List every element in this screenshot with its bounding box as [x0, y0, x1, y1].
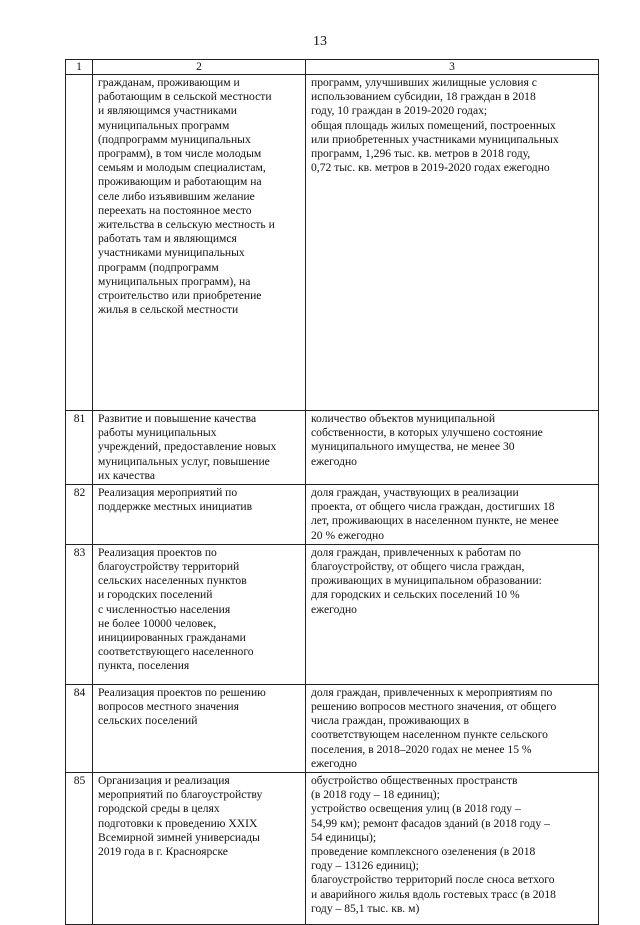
indicator-line: доля граждан, участвующих в реализации [311, 486, 519, 500]
indicator-line: или приобретенных участниками муниципальных [311, 132, 559, 146]
measure-name-line: учреждений, предоставление новых [98, 440, 277, 454]
measure-name-line: подготовки к проведению XXIX [98, 816, 258, 830]
indicator-line: 0,72 тыс. кв. метров в 2019-2020 годах ежегодно [311, 161, 550, 175]
measure-name-cell [93, 411, 306, 485]
indicator-line: проживающих в муниципальном образовании: [311, 574, 542, 588]
measure-name-line: жительства в сельскую местность и [98, 218, 275, 232]
indicator-line: ежегодно [311, 756, 357, 770]
indicator-line: ежегодно [311, 602, 357, 616]
indicator-cell [306, 684, 599, 772]
indicator-line: (в 2018 году – 18 единиц); [311, 788, 440, 802]
measure-name-line: семьям и молодым специалистам, [98, 161, 266, 175]
indicator-line: и аварийного жилья вдоль гостевых трасс (в 2018 [311, 887, 556, 901]
measure-name-cell [93, 75, 306, 411]
indicator-cell [306, 773, 599, 925]
measure-name-line: городской среды в целях [98, 802, 220, 816]
indicator-line: решению вопросов местного значения, от общего [311, 700, 557, 714]
measure-name-line: не более 10000 человек, [98, 616, 217, 630]
row-number [66, 75, 93, 411]
table-row [66, 411, 599, 485]
measure-name-line: переехать на постоянное место [98, 203, 252, 217]
row-number: 85 [66, 773, 93, 925]
measure-name-line: программ (подпрограмм [98, 260, 219, 274]
indicator-line: для городских и сельских поселений 10 % [311, 588, 520, 602]
row-number: 84 [66, 684, 93, 772]
measure-name-cell [93, 485, 306, 545]
indicator-line: количество объектов муниципальной [311, 412, 496, 425]
measure-name-line: с численностью населения [98, 602, 231, 616]
measure-name-line: 2019 года в г. Красноярске [98, 845, 228, 859]
measure-name-line: муниципальных программ [98, 118, 230, 132]
measure-name-line: и городских поселений [98, 588, 213, 602]
measure-name-line: Реализация проектов по решению [98, 685, 266, 699]
indicator-line: лет, проживающих в населенном пункте, не менее [311, 514, 559, 528]
measure-name-line: инициированных гражданами [98, 631, 246, 645]
measure-name-line: муниципальных услуг, повышение [98, 454, 270, 468]
measure-name-line: мероприятий по благоустройству [98, 788, 263, 802]
header-col-2: 2 [93, 60, 306, 75]
table-row [66, 75, 599, 411]
measure-name-line: Развитие и повышение качества [98, 412, 257, 425]
row-number: 82 [66, 485, 93, 545]
measure-name-line: программ), в том числе молодым [98, 147, 262, 161]
measure-name-line: Всемирной зимней универсиады [98, 830, 260, 844]
indicator-line: числа граждан, проживающих в [311, 714, 469, 728]
measure-name-cell [93, 544, 306, 684]
table-row [66, 684, 599, 772]
indicator-line: благоустройству, от общего числа граждан, [311, 560, 525, 574]
measures-table [65, 59, 599, 925]
measure-name-line: работать там и являющимся [98, 232, 237, 246]
header-col-3: 3 [306, 60, 599, 75]
indicator-line: 54 единицы); [311, 830, 377, 844]
measure-name-line: (подпрограмм муниципальных [98, 132, 251, 146]
indicator-line: муниципального имущества, не менее 30 [311, 440, 515, 454]
measure-name-line: муниципальных программ), на [98, 274, 251, 288]
measure-name-line: поддержке местных инициатив [98, 500, 253, 514]
measure-name-line: Реализация проектов по [98, 545, 217, 559]
table-row [66, 773, 599, 925]
measure-name-line: вопросов местного значения [98, 700, 239, 714]
measure-name-line: сельских поселений [98, 714, 198, 728]
indicator-cell [306, 544, 599, 684]
measure-name-line: Организация и реализация [98, 774, 230, 788]
measure-name-line: и являющимся участниками [98, 104, 237, 118]
table-row [66, 485, 599, 545]
indicator-line: программ, улучшивших жилищные условия с [311, 76, 537, 89]
row-number: 81 [66, 411, 93, 485]
indicator-line: обустройство общественных пространств [311, 774, 518, 788]
indicator-cell [306, 485, 599, 545]
indicator-line: доля граждан, привлеченных к мероприятиям по [311, 685, 553, 699]
indicator-line: ежегодно [311, 454, 357, 468]
indicator-line: поселения, в 2018–2020 годах не менее 15 % [311, 742, 532, 756]
header-col-1: 1 [66, 60, 93, 75]
measure-name-line: Реализация мероприятий по [98, 486, 238, 500]
indicator-line: программ, 1,296 тыс. кв. метров в 2018 году, [311, 147, 531, 161]
measure-name-line: гражданам, проживающим и [98, 76, 240, 89]
table-row [66, 544, 599, 684]
indicator-line: устройство освещения улиц (в 2018 году – [311, 802, 521, 816]
measure-name-cell [93, 684, 306, 772]
indicator-line: использованием субсидии, 18 граждан в 2018 [311, 90, 536, 104]
measure-name-line: благоустройству территорий [98, 560, 240, 574]
indicator-line: доля граждан, привлеченных к работам по [311, 545, 521, 559]
indicator-line: общая площадь жилых помещений, построенных [311, 118, 556, 132]
measure-name-line: сельских населенных пунктов [98, 574, 247, 588]
indicator-line: собственности, в которых улучшено состояние [311, 426, 543, 440]
page-number: 13 [313, 34, 327, 49]
indicator-line: 20 % ежегодно [311, 528, 385, 542]
indicator-line: проведение комплексного озеленения (в 2018 [311, 845, 536, 859]
indicator-line: году – 13126 единиц); [311, 859, 419, 873]
measure-name-line: их качества [98, 468, 155, 482]
measure-name-line: работающим в сельской местности [98, 90, 272, 104]
indicator-line: году, 10 граждан в 2019-2020 годах; [311, 104, 488, 118]
measure-name-line: соответствующего населенного [98, 645, 254, 659]
measure-name-line: работы муниципальных [98, 426, 217, 440]
measure-name-line: жилья в сельской местности [98, 303, 239, 317]
indicator-line: благоустройство территорий после сноса ветхого [311, 873, 555, 887]
measure-name-cell [93, 773, 306, 925]
indicator-line: соответствующем населенном пункте сельского [311, 728, 548, 742]
measure-name-line: селе либо изъявившим желание [98, 189, 255, 203]
indicator-line: проекта, от общего числа граждан, достигших 18 [311, 500, 555, 514]
measure-name-line: участниками муниципальных [98, 246, 245, 260]
measure-name-line: строительство или приобретение [98, 289, 262, 303]
table-header-row [66, 60, 599, 75]
indicator-line: 54,99 км); ремонт фасадов зданий (в 2018 году – [311, 816, 550, 830]
indicator-cell [306, 411, 599, 485]
measure-name-line: проживающим и работающим на [98, 175, 262, 189]
indicator-line: году – 85,1 тыс. кв. м) [311, 901, 420, 915]
row-number: 83 [66, 544, 93, 684]
measure-name-line: пункта, поселения [98, 659, 190, 673]
indicator-cell [306, 75, 599, 411]
